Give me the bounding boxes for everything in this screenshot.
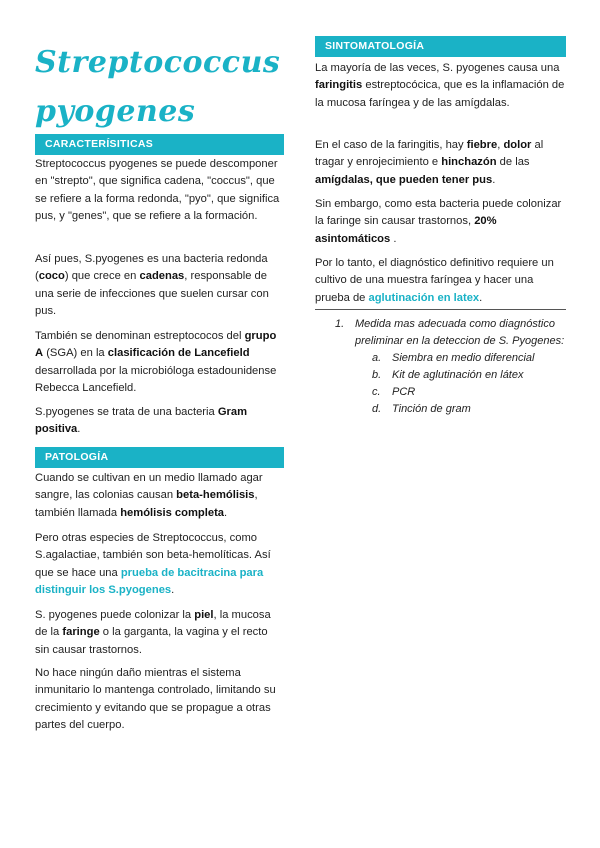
paragraph-asintomaticos: Sin embargo, como esta bacteria puede colonizar la faringe sin causar trastornos, 20% asintomáticos .	[315, 198, 562, 245]
paragraph-hemolisis: Cuando se cultivan en un medio llamado agar sangre, las colonias causan beta-hemólisis, también llamada hemólisis completa.	[35, 472, 263, 519]
highlight-aglutinacion: aglutinación en latex	[368, 291, 480, 304]
paragraph-sintomas: En el caso de la faringitis, hay fiebre, dolor al tragar y enrojecimiento e hinchazón de las amígdalas, que pueden tener pus.	[315, 139, 544, 186]
title-line-1: Streptococcus	[35, 45, 281, 80]
paragraph-coco-cadenas: Así pues, S.pyogenes es una bacteria redonda (coco) que crece en cadenas, responsable de una serie de infecciones que suelen cursar con pus.	[35, 253, 269, 317]
paragraph-sistema-inmunitario: No hace ningún daño mientras el sistema inmunitario lo mantenga controlado, limitando su crecimiento y evitando que se propague a otras partes del cuerpo.	[35, 667, 276, 731]
question-text: Medida mas adecuada como diagnóstico preliminar en la deteccion de S. Pyogenes:	[355, 318, 565, 347]
answer-option: a. Siembra en medio diferencial	[372, 352, 535, 364]
question-item	[335, 316, 566, 418]
paragraph-colonizacion: S. pyogenes puede colonizar la piel, la mucosa de la faringe o la garganta, la vagina y el recto sin causar trastornos.	[35, 609, 271, 656]
section-heading-sintomatologia: SINTOMATOLOGÍA	[315, 36, 566, 57]
page-title	[35, 38, 280, 136]
paragraph-bacitracina: Pero otras especies de Streptococcus, como S.agalactiae, también son beta-hemolíticas. Así que se hace una prueba de bacitracina para distinguir los S.pyogenes.	[35, 532, 271, 596]
answer-option: b. Kit de aglutinación en látex	[372, 369, 524, 381]
paragraph-lancefield: También se denominan estreptococos del grupo A (SGA) en la clasificación de Lancefield desarrollada por la microbióloga estadounidense Rebecca Lancefield.	[35, 330, 277, 394]
divider	[315, 309, 566, 310]
section-heading-caracteristicas: CARACTERÍSITICAS	[35, 134, 284, 155]
paragraph-diagnostico: Por lo tanto, el diagnóstico definitivo requiere un cultivo de una muestra faríngea y hacer una prueba de aglutinación en latex.	[315, 257, 554, 304]
paragraph-etimologia: Streptococcus pyogenes se puede descomponer en "strepto", que significa cadena, "coccus", que se refiere a la forma redonda, "pyo", que significa pus, y "genes", que se refiere a la formación.	[35, 158, 280, 222]
answer-option: c. PCR	[372, 386, 416, 398]
answer-option: d. Tinción de gram	[372, 403, 471, 415]
question-list	[335, 316, 566, 418]
highlight-bacitracina: prueba de bacitracina para distinguir los S.pyogenes	[35, 566, 264, 596]
section-heading-patologia: PATOLOGÍA	[35, 447, 284, 468]
title-line-2: pyogenes	[35, 94, 196, 129]
answer-options	[372, 350, 566, 418]
question-number: 1.	[335, 318, 345, 330]
paragraph-faringitis: La mayoría de las veces, S. pyogenes causa una faringitis estreptocócica, que es la inflamación de la mucosa faríngea y de las amígdalas.	[315, 62, 565, 109]
paragraph-gram-positiva: S.pyogenes se trata de una bacteria Gram positiva.	[35, 406, 248, 436]
